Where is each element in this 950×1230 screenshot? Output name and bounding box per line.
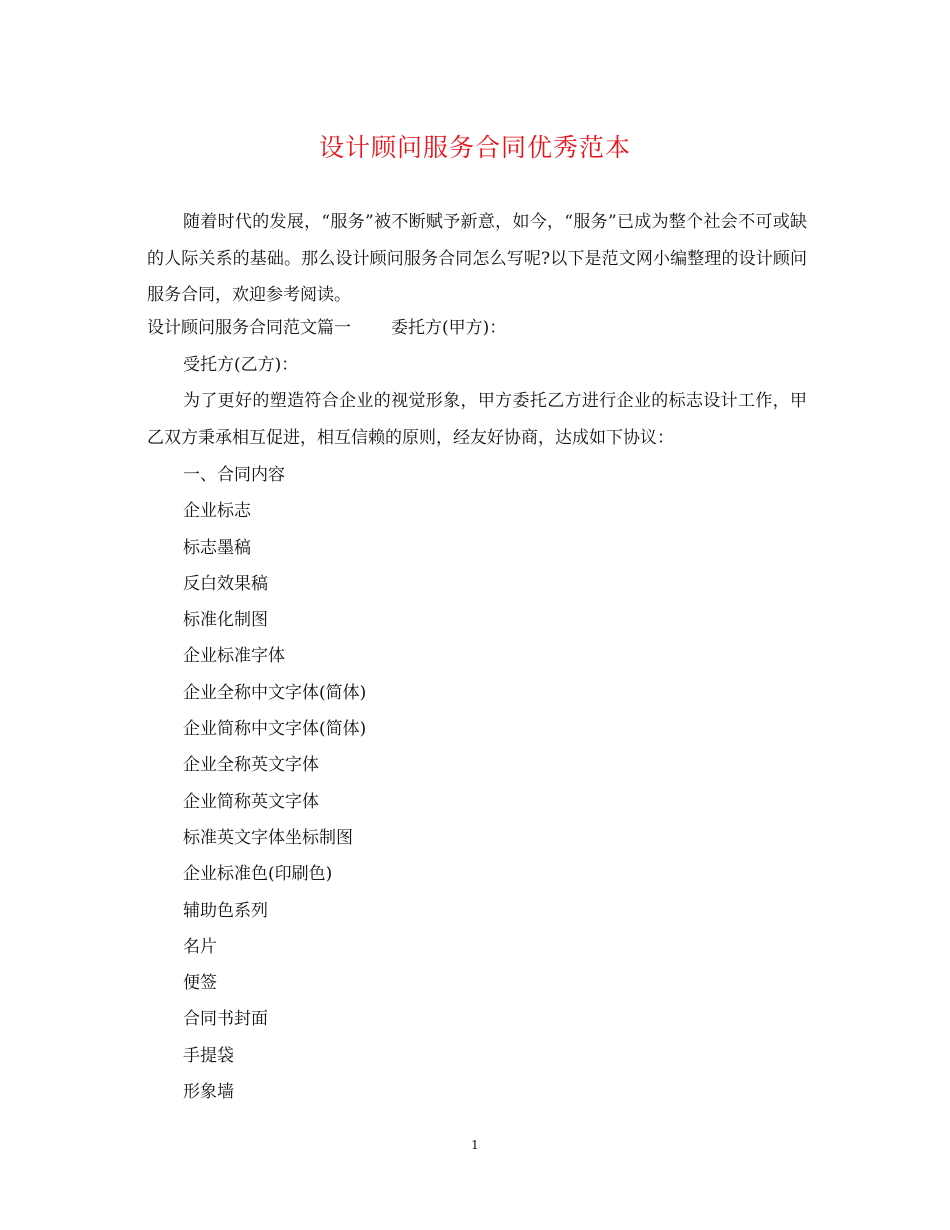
page-number: 1 [471, 1138, 479, 1152]
clause-heading: 一、合同内容 [183, 465, 285, 485]
purpose-paragraph: 为了更好的塑造符合企业的视觉形象，甲方委托乙方进行企业的标志设计工作，甲乙双方秉承相互促进，相互信赖的原则，经友好协商，达成如下协议： [147, 391, 807, 448]
contract-content-list [183, 463, 366, 1116]
list-item: 标准化制图 [183, 610, 268, 631]
list-item: 手提袋 [183, 1045, 234, 1066]
list-item: 企业简称英文字体 [183, 791, 319, 812]
intro-paragraph: 随着时代的发展，“服务”被不断赋予新意，如今，“服务”已成为整个社会不可或缺的人际关系的基础。那么设计顾问服务合同怎么写呢?以下是范文网小编整理的设计顾问服务合同，欢迎参考阅读。 [147, 212, 807, 305]
list-item: 标志墨稿 [183, 537, 251, 558]
list-item: 企业全称中文字体(简体) [183, 682, 367, 703]
party-b-label: 受托方(乙方)： [183, 355, 299, 375]
list-item: 企业全称英文字体 [183, 755, 319, 776]
list-item: 企业标准色(印刷色) [183, 864, 333, 885]
list-item: 反白效果稿 [183, 573, 268, 594]
document-title: 设计顾问服务合同优秀范本 [318, 133, 631, 162]
list-item: 企业简称中文字体(简体) [183, 719, 367, 740]
section-line [147, 316, 506, 340]
list-item: 名片 [183, 936, 217, 957]
party-a-label: 委托方(甲方)： [391, 318, 507, 338]
list-item: 辅助色系列 [183, 900, 268, 921]
list-item: 企业标准字体 [183, 646, 285, 667]
list-item: 标准英文字体坐标制图 [183, 827, 353, 848]
list-item: 合同书封面 [183, 1009, 268, 1030]
list-item: 形象墙 [183, 1082, 234, 1103]
list-item: 企业标志 [183, 501, 251, 522]
list-item: 便签 [183, 973, 217, 994]
section-heading: 设计顾问服务合同范文篇一 [147, 318, 351, 338]
